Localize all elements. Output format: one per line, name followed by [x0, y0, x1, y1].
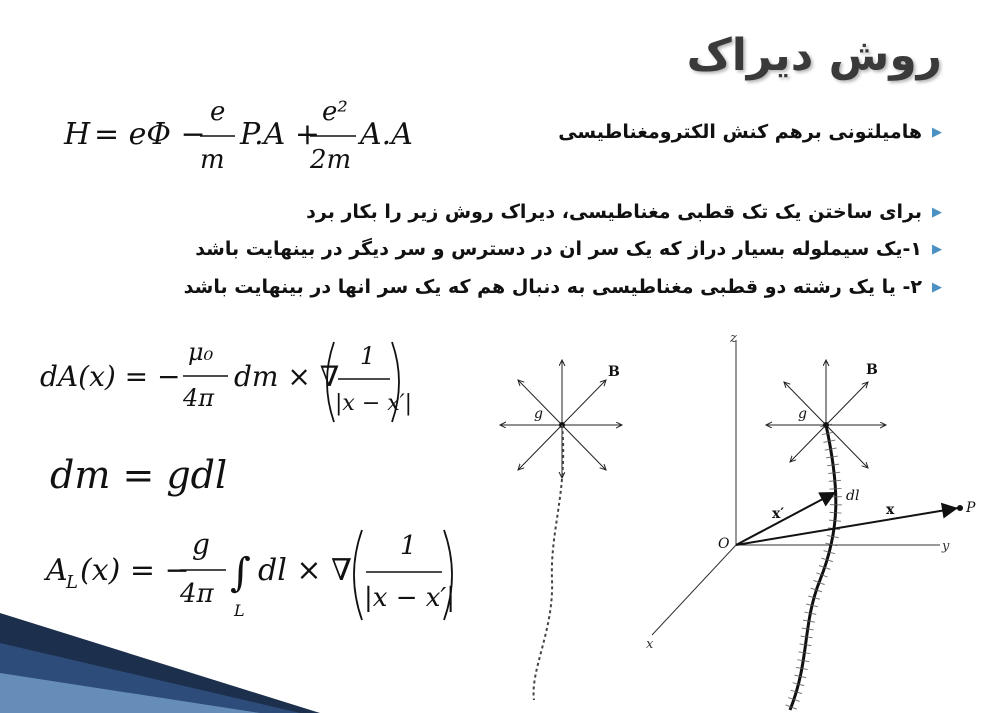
axis-z-label: z — [730, 331, 737, 346]
label-x-vector: x — [886, 502, 895, 518]
eq-AA: A.A — [360, 117, 413, 152]
label-g: g — [534, 406, 543, 422]
bullet-arrow-icon: ▶ — [932, 279, 942, 295]
slide-decoration — [0, 613, 320, 713]
eq-PA: P.A + — [240, 117, 320, 152]
eq-frac1-num: e — [210, 97, 226, 127]
bullet-arrow-icon: ▶ — [932, 241, 942, 257]
axis-y-label: y — [942, 539, 950, 554]
point-P-label: P — [966, 500, 976, 516]
eq-AL-intsub: L — [234, 601, 245, 620]
slide-title: روش دیراک — [686, 30, 942, 81]
eq-AL-den: 4π — [180, 579, 214, 609]
bullet-item — [558, 121, 942, 143]
eq-AL-num2: 1 — [400, 531, 417, 561]
bullet-text: ۲- یا یک رشته دو قطبی مغناطیسی به دنبال هم که یک سر انها در بینهایت باشد — [183, 276, 922, 298]
dA-equation — [38, 334, 413, 429]
bullet-arrow-icon: ▶ — [932, 204, 942, 220]
label-B: B — [608, 364, 620, 380]
eq-ephi: = eΦ − — [94, 117, 206, 152]
axis-x-label: x — [646, 637, 654, 652]
bullet-item — [195, 238, 942, 260]
dm-equation — [48, 444, 248, 504]
hamiltonian-equation — [60, 98, 420, 178]
eq-AL-A: A — [46, 553, 68, 588]
eq-dA-num: μ₀ — [188, 338, 214, 366]
eq-AL-mid: dl × ∇ — [258, 553, 352, 588]
svg-text:∫: ∫ — [230, 550, 251, 596]
dirac-string-diagram-right — [640, 330, 990, 710]
eq-dA-mid: dm × ∇ — [234, 360, 340, 393]
eq-dA-num2: 1 — [360, 342, 376, 370]
eq-frac2-num: e² — [322, 97, 348, 127]
bullet-text: هامیلتونی برهم کنش الکترومغناطیسی — [558, 121, 922, 143]
eq-AL-lhs2: (x) = − — [80, 553, 190, 588]
bullet-item — [184, 276, 942, 298]
eq-H: H — [64, 117, 91, 152]
dirac-string-diagram-left — [490, 350, 660, 705]
label-dl: dl — [846, 488, 860, 504]
eq-AL-num: g — [192, 528, 210, 561]
eq-dA-lhs: dA(x) = − — [40, 360, 181, 393]
bullet-text: برای ساختن یک تک قطبی مغناطیسی، دیراک روش زیر را بکار برد — [306, 201, 922, 223]
label-xprime: x′ — [772, 506, 785, 522]
eq-AL-sub: L — [66, 572, 78, 593]
eq-AL-den2: |x − x′| — [364, 583, 456, 613]
bullet-text: ۱-یک سیملوله بسیار دراز که یک سر ان در دسترس و سر دیگر در بینهایت باشد — [195, 238, 922, 260]
label-B: B — [866, 362, 878, 378]
bullet-arrow-icon: ▶ — [932, 124, 942, 140]
eq-frac2-den: 2m — [310, 145, 352, 175]
label-g: g — [798, 406, 807, 422]
eq-dA-den: 4π — [183, 384, 215, 412]
bullet-item — [306, 201, 942, 223]
origin-label: O — [718, 536, 730, 552]
eq-frac1-den: m — [200, 145, 225, 175]
eq-dm: dm = gdl — [50, 453, 228, 497]
eq-dA-den2: |x − x′| — [335, 391, 413, 416]
